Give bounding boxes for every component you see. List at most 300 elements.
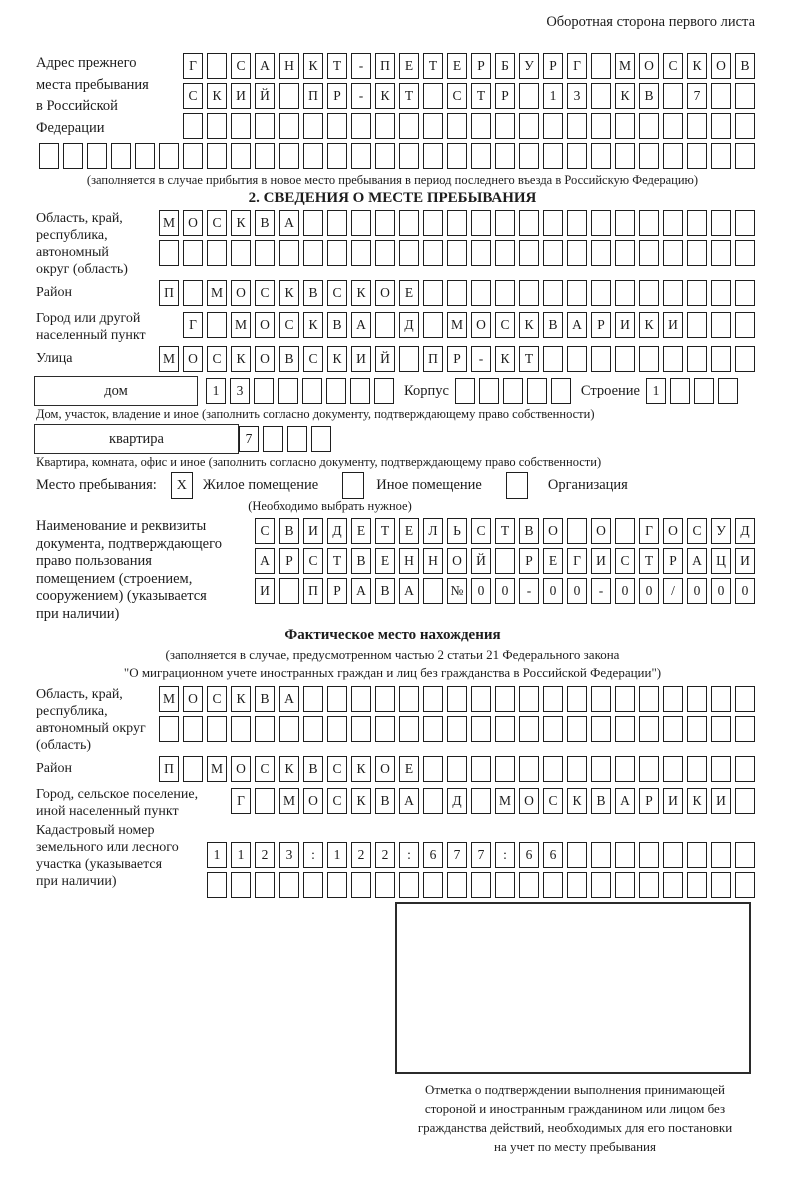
char-cell[interactable] [399,686,419,712]
char-cell[interactable] [711,312,731,338]
char-cell[interactable] [543,143,563,169]
char-cell[interactable]: О [471,312,491,338]
char-cell[interactable] [735,716,755,742]
char-cell[interactable] [350,378,370,404]
char-cell[interactable]: П [159,756,179,782]
char-cell[interactable]: С [303,548,323,574]
char-cell[interactable]: С [279,312,299,338]
char-cell[interactable] [471,872,491,898]
char-cell[interactable] [423,83,443,109]
char-cell[interactable]: О [711,53,731,79]
char-cell[interactable]: М [207,756,227,782]
char-cell[interactable]: А [351,312,371,338]
char-cell[interactable] [327,686,347,712]
char-cell[interactable]: Е [375,548,395,574]
char-cell[interactable] [591,686,611,712]
checkbox-residential[interactable]: X [171,472,193,499]
char-cell[interactable] [663,280,683,306]
char-cell[interactable]: Р [327,83,347,109]
char-cell[interactable] [375,240,395,266]
char-cell[interactable] [639,240,659,266]
char-cell[interactable] [303,210,323,236]
checkbox-other-premises[interactable] [342,472,364,499]
char-cell[interactable] [375,872,395,898]
char-cell[interactable] [567,716,587,742]
char-cell[interactable]: И [351,346,371,372]
char-cell[interactable]: И [303,518,323,544]
char-cell[interactable] [183,756,203,782]
char-cell[interactable]: К [687,53,707,79]
char-cell[interactable] [519,686,539,712]
char-cell[interactable]: Т [519,346,539,372]
char-cell[interactable]: : [495,842,515,868]
char-cell[interactable]: 2 [375,842,395,868]
char-cell[interactable] [159,143,179,169]
char-cell[interactable]: И [231,83,251,109]
char-cell[interactable] [551,378,571,404]
char-cell[interactable] [255,113,275,139]
char-cell[interactable]: У [519,53,539,79]
char-cell[interactable] [687,113,707,139]
char-cell[interactable] [495,143,515,169]
char-cell[interactable] [687,240,707,266]
char-cell[interactable] [670,378,690,404]
char-cell[interactable] [255,872,275,898]
char-cell[interactable]: М [495,788,515,814]
char-cell[interactable] [207,143,227,169]
char-cell[interactable]: С [183,83,203,109]
char-cell[interactable] [735,788,755,814]
char-cell[interactable]: М [207,280,227,306]
char-cell[interactable] [351,143,371,169]
char-cell[interactable] [567,346,587,372]
char-cell[interactable]: С [207,686,227,712]
char-cell[interactable] [711,716,731,742]
char-cell[interactable]: О [231,280,251,306]
char-cell[interactable] [663,872,683,898]
char-cell[interactable]: К [303,312,323,338]
char-cell[interactable] [615,716,635,742]
char-cell[interactable] [423,280,443,306]
char-cell[interactable]: А [399,578,419,604]
char-cell[interactable] [567,686,587,712]
char-cell[interactable] [591,113,611,139]
char-cell[interactable] [255,716,275,742]
char-cell[interactable] [351,872,371,898]
char-cell[interactable] [159,240,179,266]
char-cell[interactable]: 3 [230,378,250,404]
char-cell[interactable] [399,240,419,266]
char-cell[interactable]: С [255,518,275,544]
char-cell[interactable] [471,113,491,139]
char-cell[interactable] [279,240,299,266]
char-cell[interactable] [447,756,467,782]
char-cell[interactable] [639,872,659,898]
char-cell[interactable]: 7 [471,842,491,868]
char-cell[interactable] [471,788,491,814]
char-cell[interactable] [663,143,683,169]
char-cell[interactable] [183,240,203,266]
char-cell[interactable]: А [279,210,299,236]
char-cell[interactable]: О [255,346,275,372]
char-cell[interactable]: Н [423,548,443,574]
char-cell[interactable] [591,53,611,79]
char-cell[interactable] [687,312,707,338]
char-cell[interactable] [663,842,683,868]
char-cell[interactable] [263,426,283,452]
char-cell[interactable] [479,378,499,404]
char-cell[interactable] [543,210,563,236]
char-cell[interactable]: И [735,548,755,574]
char-cell[interactable] [591,346,611,372]
char-cell[interactable]: Е [351,518,371,544]
char-cell[interactable]: Р [663,548,683,574]
char-cell[interactable]: М [159,346,179,372]
char-cell[interactable] [615,842,635,868]
char-cell[interactable] [471,756,491,782]
char-cell[interactable] [423,578,443,604]
char-cell[interactable]: - [519,578,539,604]
char-cell[interactable] [399,716,419,742]
char-cell[interactable] [663,716,683,742]
char-cell[interactable] [302,378,322,404]
char-cell[interactable] [303,240,323,266]
char-cell[interactable] [63,143,83,169]
char-cell[interactable] [735,872,755,898]
char-cell[interactable]: П [375,53,395,79]
char-cell[interactable]: Р [591,312,611,338]
char-cell[interactable] [423,240,443,266]
char-cell[interactable] [303,716,323,742]
char-cell[interactable]: - [351,53,371,79]
char-cell[interactable]: Р [471,53,491,79]
char-cell[interactable] [663,756,683,782]
char-cell[interactable] [279,113,299,139]
char-cell[interactable] [279,143,299,169]
char-cell[interactable]: Е [447,53,467,79]
char-cell[interactable] [423,788,443,814]
char-cell[interactable] [327,716,347,742]
char-cell[interactable]: 0 [495,578,515,604]
char-cell[interactable] [231,240,251,266]
char-cell[interactable] [87,143,107,169]
char-cell[interactable]: - [471,346,491,372]
char-cell[interactable]: С [255,280,275,306]
char-cell[interactable] [519,716,539,742]
char-cell[interactable] [447,113,467,139]
char-cell[interactable] [711,686,731,712]
char-cell[interactable]: С [687,518,707,544]
char-cell[interactable] [423,143,443,169]
char-cell[interactable] [687,842,707,868]
char-cell[interactable] [311,426,331,452]
char-cell[interactable]: К [567,788,587,814]
char-cell[interactable] [591,716,611,742]
char-cell[interactable] [254,378,274,404]
char-cell[interactable]: К [495,346,515,372]
char-cell[interactable] [735,280,755,306]
char-cell[interactable]: А [567,312,587,338]
char-cell[interactable] [639,346,659,372]
char-cell[interactable] [375,113,395,139]
char-cell[interactable]: Г [567,548,587,574]
char-cell[interactable]: В [375,788,395,814]
char-cell[interactable] [207,240,227,266]
char-cell[interactable] [471,716,491,742]
char-cell[interactable]: № [447,578,467,604]
char-cell[interactable]: : [303,842,323,868]
char-cell[interactable] [711,280,731,306]
char-cell[interactable] [543,872,563,898]
char-cell[interactable]: 1 [646,378,666,404]
char-cell[interactable] [639,842,659,868]
char-cell[interactable] [375,686,395,712]
char-cell[interactable]: Г [183,312,203,338]
char-cell[interactable] [207,872,227,898]
char-cell[interactable]: М [159,210,179,236]
char-cell[interactable] [615,518,635,544]
char-cell[interactable] [471,280,491,306]
char-cell[interactable]: О [543,518,563,544]
char-cell[interactable] [255,240,275,266]
char-cell[interactable]: Т [327,548,347,574]
char-cell[interactable]: А [255,548,275,574]
char-cell[interactable]: И [255,578,275,604]
char-cell[interactable] [735,756,755,782]
char-cell[interactable] [615,210,635,236]
char-cell[interactable] [327,113,347,139]
char-cell[interactable]: О [519,788,539,814]
char-cell[interactable]: Д [447,788,467,814]
char-cell[interactable]: П [159,280,179,306]
char-cell[interactable] [615,346,635,372]
char-cell[interactable] [183,716,203,742]
char-cell[interactable] [255,788,275,814]
char-cell[interactable]: В [351,548,371,574]
char-cell[interactable] [327,143,347,169]
char-cell[interactable]: 2 [255,842,275,868]
char-cell[interactable] [615,240,635,266]
char-cell[interactable]: В [255,686,275,712]
char-cell[interactable]: 0 [567,578,587,604]
char-cell[interactable]: Т [495,518,515,544]
char-cell[interactable] [39,143,59,169]
char-cell[interactable] [207,312,227,338]
char-cell[interactable] [231,872,251,898]
char-cell[interactable]: М [447,312,467,338]
char-cell[interactable]: И [615,312,635,338]
char-cell[interactable]: П [423,346,443,372]
char-cell[interactable]: К [615,83,635,109]
char-cell[interactable]: 0 [735,578,755,604]
char-cell[interactable]: А [255,53,275,79]
char-cell[interactable] [663,83,683,109]
char-cell[interactable] [591,872,611,898]
char-cell[interactable] [735,143,755,169]
char-cell[interactable]: И [591,548,611,574]
char-cell[interactable] [543,686,563,712]
char-cell[interactable] [591,83,611,109]
char-cell[interactable]: Р [543,53,563,79]
char-cell[interactable]: В [303,756,323,782]
char-cell[interactable] [471,686,491,712]
char-cell[interactable] [279,872,299,898]
char-cell[interactable] [711,83,731,109]
char-cell[interactable] [327,240,347,266]
char-cell[interactable] [591,240,611,266]
char-cell[interactable]: О [639,53,659,79]
char-cell[interactable]: 7 [687,83,707,109]
char-cell[interactable] [351,113,371,139]
char-cell[interactable]: Е [399,756,419,782]
char-cell[interactable] [231,143,251,169]
char-cell[interactable]: : [399,842,419,868]
char-cell[interactable]: 6 [543,842,563,868]
char-cell[interactable]: В [519,518,539,544]
char-cell[interactable]: 7 [239,426,259,452]
char-cell[interactable]: М [159,686,179,712]
char-cell[interactable]: О [231,756,251,782]
char-cell[interactable] [711,756,731,782]
char-cell[interactable] [471,143,491,169]
char-cell[interactable] [399,143,419,169]
char-cell[interactable] [711,346,731,372]
char-cell[interactable]: 1 [206,378,226,404]
char-cell[interactable]: Н [279,53,299,79]
char-cell[interactable] [735,686,755,712]
char-cell[interactable] [687,872,707,898]
char-cell[interactable] [639,113,659,139]
char-cell[interactable]: Е [543,548,563,574]
char-cell[interactable] [567,113,587,139]
char-cell[interactable]: С [543,788,563,814]
char-cell[interactable] [503,378,523,404]
char-cell[interactable]: И [663,312,683,338]
char-cell[interactable] [639,756,659,782]
char-cell[interactable] [447,280,467,306]
char-cell[interactable] [567,210,587,236]
char-cell[interactable]: К [639,312,659,338]
char-cell[interactable] [495,280,515,306]
char-cell[interactable] [447,143,467,169]
char-cell[interactable] [351,240,371,266]
char-cell[interactable]: В [591,788,611,814]
char-cell[interactable] [351,210,371,236]
char-cell[interactable] [567,842,587,868]
char-cell[interactable]: К [231,686,251,712]
char-cell[interactable] [567,280,587,306]
char-cell[interactable] [639,716,659,742]
char-cell[interactable]: К [351,280,371,306]
char-cell[interactable] [423,312,443,338]
char-cell[interactable] [287,426,307,452]
char-cell[interactable] [591,756,611,782]
char-cell[interactable]: К [519,312,539,338]
char-cell[interactable]: Д [735,518,755,544]
char-cell[interactable]: С [327,756,347,782]
char-cell[interactable] [447,872,467,898]
char-cell[interactable] [423,872,443,898]
char-cell[interactable] [711,113,731,139]
char-cell[interactable]: 6 [519,842,539,868]
char-cell[interactable]: Й [375,346,395,372]
char-cell[interactable] [519,240,539,266]
char-cell[interactable]: - [591,578,611,604]
char-cell[interactable]: Р [639,788,659,814]
char-cell[interactable] [495,210,515,236]
char-cell[interactable]: Р [327,578,347,604]
char-cell[interactable]: Т [375,518,395,544]
char-cell[interactable]: И [663,788,683,814]
char-cell[interactable] [735,113,755,139]
char-cell[interactable] [694,378,714,404]
char-cell[interactable]: К [303,53,323,79]
char-cell[interactable]: Й [471,548,491,574]
char-cell[interactable] [495,756,515,782]
char-cell[interactable] [374,378,394,404]
char-cell[interactable] [375,716,395,742]
char-cell[interactable]: В [303,280,323,306]
char-cell[interactable] [591,210,611,236]
char-cell[interactable] [135,143,155,169]
char-cell[interactable]: Т [471,83,491,109]
char-cell[interactable]: К [375,83,395,109]
char-cell[interactable]: В [375,578,395,604]
char-cell[interactable] [279,578,299,604]
char-cell[interactable] [687,756,707,782]
char-cell[interactable]: О [183,346,203,372]
char-cell[interactable] [735,312,755,338]
char-cell[interactable] [718,378,738,404]
char-cell[interactable]: С [327,280,347,306]
char-cell[interactable] [591,143,611,169]
char-cell[interactable]: С [231,53,251,79]
char-cell[interactable] [663,346,683,372]
char-cell[interactable] [519,210,539,236]
char-cell[interactable] [399,872,419,898]
char-cell[interactable] [543,716,563,742]
char-cell[interactable] [615,113,635,139]
char-cell[interactable] [423,756,443,782]
char-cell[interactable]: Р [279,548,299,574]
char-cell[interactable] [543,280,563,306]
char-cell[interactable] [615,280,635,306]
char-cell[interactable] [711,240,731,266]
char-cell[interactable] [543,113,563,139]
char-cell[interactable] [519,113,539,139]
char-cell[interactable] [423,716,443,742]
char-cell[interactable] [615,686,635,712]
char-cell[interactable]: Т [423,53,443,79]
char-cell[interactable]: В [735,53,755,79]
char-cell[interactable]: В [639,83,659,109]
char-cell[interactable]: В [279,518,299,544]
char-cell[interactable] [639,686,659,712]
char-cell[interactable] [183,280,203,306]
char-cell[interactable]: О [375,756,395,782]
char-cell[interactable]: 7 [447,842,467,868]
char-cell[interactable]: Л [423,518,443,544]
char-cell[interactable] [711,143,731,169]
char-cell[interactable]: О [663,518,683,544]
char-cell[interactable] [231,716,251,742]
char-cell[interactable] [447,240,467,266]
char-cell[interactable]: А [399,788,419,814]
char-cell[interactable]: 0 [543,578,563,604]
char-cell[interactable]: О [447,548,467,574]
char-cell[interactable] [495,113,515,139]
char-cell[interactable] [735,240,755,266]
